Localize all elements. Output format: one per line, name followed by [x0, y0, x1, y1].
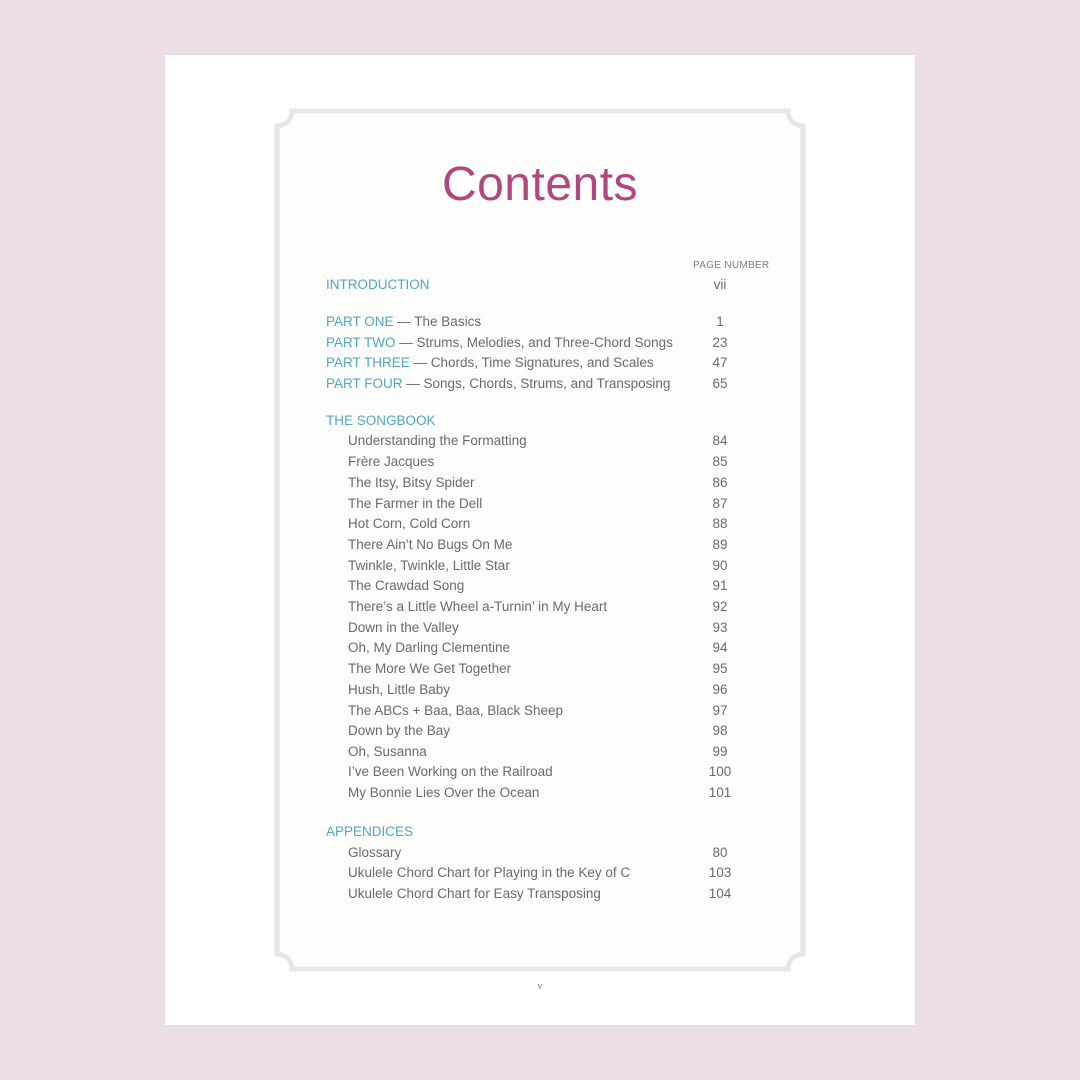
entry-title: Oh, My Darling Clementine [348, 640, 511, 655]
toc-entry-song[interactable] [326, 618, 766, 638]
page-number: 104 [708, 886, 732, 901]
page-number: vii [713, 277, 727, 292]
entry-title: Ukulele Chord Chart for Playing in the Key of C [348, 865, 631, 880]
toc-entry-song[interactable] [326, 721, 766, 741]
entry-title: The More We Get Together [348, 661, 512, 676]
part-description: — The Basics [393, 314, 482, 329]
toc-entry-song[interactable] [326, 431, 766, 451]
entry-title: Twinkle, Twinkle, Little Star [348, 558, 510, 573]
part-name: PART ONE [326, 314, 394, 329]
page-number: 65 [712, 376, 728, 391]
toc-entry-song[interactable] [326, 535, 766, 555]
part-name: PART TWO [326, 335, 396, 350]
entry-title: Hush, Little Baby [348, 682, 451, 697]
page-number: 97 [712, 703, 728, 718]
entry-title: There’s a Little Wheel a-Turnin’ in My Heart [348, 599, 608, 614]
page-folio: v [537, 980, 543, 992]
page-number: 85 [712, 454, 728, 469]
page-number: 84 [712, 433, 728, 448]
page-number: 98 [712, 723, 728, 738]
part-description: — Strums, Melodies, and Three-Chord Songs [395, 335, 673, 350]
toc-entry-part[interactable] [326, 353, 766, 373]
entry-title: The Itsy, Bitsy Spider [348, 475, 475, 490]
toc-entry-song[interactable] [326, 473, 766, 493]
entry-title: Understanding the Formatting [348, 433, 527, 448]
page-number: 103 [708, 865, 732, 880]
toc-entry-appendix[interactable] [326, 884, 766, 904]
toc-entry-appendix[interactable] [326, 843, 766, 863]
page-number: 80 [712, 845, 728, 860]
book-page [165, 55, 915, 1025]
toc-entry-song[interactable] [326, 742, 766, 762]
page-number: 100 [708, 764, 732, 779]
page-number: 89 [712, 537, 728, 552]
entry-title: The Crawdad Song [348, 578, 465, 593]
toc-entry-song[interactable] [326, 659, 766, 679]
part-name: PART FOUR [326, 376, 403, 391]
toc-entry-song[interactable] [326, 762, 766, 782]
toc-section-songbook[interactable] [326, 411, 766, 431]
entry-title: Oh, Susanna [348, 744, 427, 759]
toc-entry-song[interactable] [326, 452, 766, 472]
toc-entry-song[interactable] [326, 556, 766, 576]
toc-section-appendices[interactable] [326, 822, 766, 842]
page-number: 88 [712, 516, 728, 531]
page-number: 86 [712, 475, 728, 490]
page-number: 93 [712, 620, 728, 635]
part-description: — Chords, Time Signatures, and Scales [409, 355, 654, 370]
entry-title: Down in the Valley [348, 620, 459, 635]
page-number: 91 [712, 578, 728, 593]
section-heading: APPENDICES [326, 824, 414, 839]
section-heading: INTRODUCTION [326, 277, 430, 292]
page-number: 95 [712, 661, 728, 676]
toc-entry-song[interactable] [326, 638, 766, 658]
section-heading: THE SONGBOOK [326, 413, 436, 428]
entry-title: Glossary [348, 845, 402, 860]
entry-title: There Ain’t No Bugs On Me [348, 537, 513, 552]
toc-entry-song[interactable] [326, 597, 766, 617]
toc-entry-song[interactable] [326, 701, 766, 721]
toc-entry-song[interactable] [326, 783, 766, 803]
entry-title: Ukulele Chord Chart for Easy Transposing [348, 886, 601, 901]
toc-entry-part[interactable] [326, 374, 766, 394]
toc-entry-song[interactable] [326, 680, 766, 700]
page-title: Contents [441, 158, 639, 211]
toc-entry-introduction[interactable] [326, 275, 766, 295]
page-number: 96 [712, 682, 728, 697]
page-number: 47 [712, 355, 728, 370]
page-number: 23 [712, 335, 728, 350]
toc-entry-part[interactable] [326, 333, 766, 353]
entry-title: Frère Jacques [348, 454, 435, 469]
page-number: 94 [712, 640, 728, 655]
toc-entry-song[interactable] [326, 514, 766, 534]
page-number: 90 [712, 558, 728, 573]
part-description: — Songs, Chords, Strums, and Transposing [402, 376, 671, 391]
part-name: PART THREE [326, 355, 410, 370]
page-number: 101 [708, 785, 732, 800]
entry-title: Hot Corn, Cold Corn [348, 516, 471, 531]
entry-title: My Bonnie Lies Over the Ocean [348, 785, 540, 800]
toc-entry-appendix[interactable] [326, 863, 766, 883]
entry-title: Down by the Bay [348, 723, 451, 738]
entry-title: The Farmer in the Dell [348, 496, 483, 511]
page-number: 92 [712, 599, 728, 614]
page-number-column-header: PAGE NUMBER [693, 260, 770, 271]
entry-title: I’ve Been Working on the Railroad [348, 764, 553, 779]
page-number: 1 [716, 314, 724, 329]
toc-entry-song[interactable] [326, 576, 766, 596]
toc-entry-song[interactable] [326, 494, 766, 514]
page-number: 87 [712, 496, 728, 511]
page-number: 99 [712, 744, 728, 759]
entry-title: The ABCs + Baa, Baa, Black Sheep [348, 703, 564, 718]
toc-entry-part[interactable] [326, 312, 766, 332]
